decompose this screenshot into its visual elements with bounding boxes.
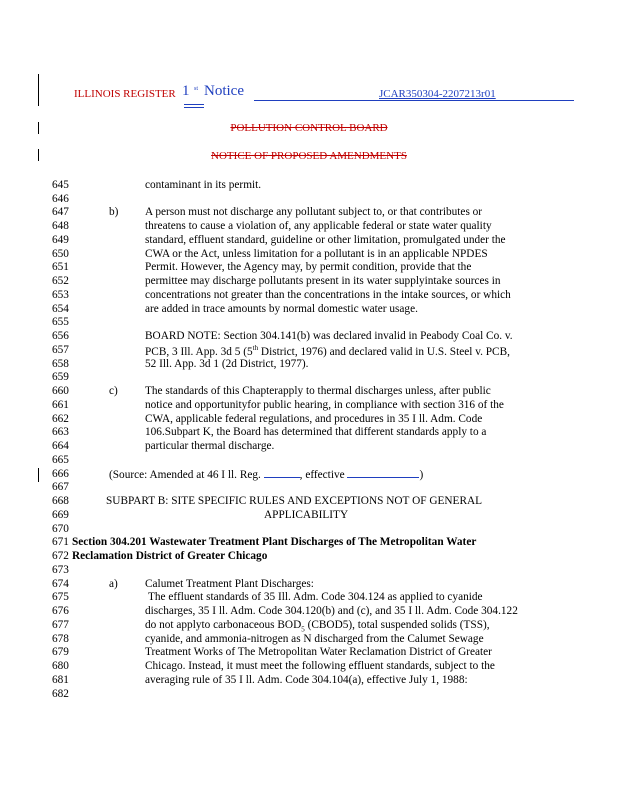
- line-number: 667: [52, 481, 69, 493]
- body-text: averaging rule of 35 I ll. Adm. Code 304.104(a), effective July 1, 1988:: [145, 674, 468, 686]
- line-number: 670: [52, 523, 69, 535]
- line-number: 666: [52, 468, 69, 480]
- line-number: 678: [52, 633, 69, 645]
- subpart-heading: SUBPART B: SITE SPECIFIC RULES AND EXCEPTIONS NOT OF GENERAL: [106, 495, 483, 507]
- section-heading: Reclamation District of Greater Chicago: [72, 550, 268, 562]
- body-text: standard, effluent standard, guideline or other limitation, promulgated under the: [145, 234, 506, 246]
- board-note-part: District, 1976) and declared valid in U.S. Steel v. PCB,: [258, 345, 510, 358]
- body-text: particular thermal discharge.: [145, 440, 275, 452]
- subsection-label: b): [109, 206, 119, 218]
- body-text: CWA or the Act, unless limitation for a pollutant is in an applicable NPDES: [145, 248, 488, 260]
- line-number: 663: [52, 426, 69, 438]
- line-number: 676: [52, 605, 69, 617]
- double-underline: [184, 107, 204, 108]
- board-note: 52 Ill. App. 3d 1 (2d District, 1977).: [145, 358, 309, 370]
- subscript: 5: [301, 625, 305, 634]
- source-note-part: , effective: [299, 469, 348, 481]
- section-heading: Section 304.201 Wastewater Treatment Plant Discharges of The Metropolitan Water: [72, 536, 477, 548]
- line-number: 656: [52, 330, 69, 342]
- register-header: [72, 84, 542, 108]
- notice-label: Notice: [204, 83, 244, 99]
- body-text-part: (CBOD5), total suspended solids (TSS),: [304, 619, 490, 631]
- body-text: The effluent standards of 35 Ill. Adm. Code 304.124 as applied to cyanide: [148, 591, 483, 603]
- line-number: 662: [52, 413, 69, 425]
- body-text: concentrations not greater than the concentrations in the intake sources, or which: [145, 289, 511, 301]
- line-number: 649: [52, 234, 69, 246]
- line-number: 658: [52, 358, 69, 370]
- line-number: 654: [52, 303, 69, 315]
- change-bar: [38, 468, 39, 482]
- line-number: 657: [52, 344, 69, 356]
- subpart-heading: APPLICABILITY: [264, 509, 349, 521]
- line-number: 650: [52, 248, 69, 260]
- board-note: [145, 344, 510, 358]
- body-text: Treatment Works of The Metropolitan Water Reclamation District of Greater: [145, 646, 492, 658]
- body-text: A person must not discharge any pollutant subject to, or that contributes or: [145, 206, 483, 218]
- line-number: 672: [52, 550, 69, 562]
- body-text: contaminant in its permit.: [145, 179, 262, 191]
- jcar-code: JCAR350304-2207213r01: [379, 88, 496, 100]
- source-note-part: ): [419, 469, 424, 481]
- line-number: 648: [52, 220, 69, 232]
- notice-title: NOTICE OF PROPOSED AMENDMENTS: [211, 150, 407, 162]
- reg-blank: [264, 468, 300, 478]
- date-blank: [347, 468, 419, 478]
- line-number: 645: [52, 179, 69, 191]
- line-number: 675: [52, 591, 69, 603]
- body-text: [145, 619, 490, 633]
- footnote-number: 1: [182, 83, 190, 99]
- line-number: 652: [52, 275, 69, 287]
- body-text: Calumet Treatment Plant Discharges:: [145, 578, 314, 590]
- line-number: 673: [52, 564, 69, 576]
- line-number: 682: [52, 688, 69, 700]
- line-number: 668: [52, 495, 69, 507]
- body-text: 106.Subpart K, the Board has determined that different standards apply to a: [145, 426, 487, 438]
- line-number: 647: [52, 206, 69, 218]
- line-number: 665: [52, 454, 69, 466]
- body-text: permittee may discharge pollutants present in its water supplyintake sources in: [145, 275, 501, 287]
- change-bar: [38, 74, 39, 106]
- body-text: The standards of this Chapterapply to thermal discharges unless, after public: [145, 385, 491, 397]
- line-number: 679: [52, 646, 69, 658]
- line-number: 655: [52, 316, 69, 328]
- line-number: 669: [52, 509, 69, 521]
- header-underline: [254, 100, 574, 101]
- line-number: 651: [52, 261, 69, 273]
- line-number: 677: [52, 619, 69, 631]
- line-number: 664: [52, 440, 69, 452]
- body-text: threatens to cause a violation of, any applicable federal or state water quality: [145, 220, 492, 232]
- line-number: 646: [52, 193, 69, 205]
- line-number: 671: [52, 536, 69, 548]
- body-text: cyanide, and ammonia-nitrogen as N discharged from the Calumet Sewage: [145, 633, 484, 645]
- source-note: [109, 468, 423, 481]
- body-text: Permit. However, the Agency may, by permit condition, provide that the: [145, 261, 472, 273]
- line-number: 653: [52, 289, 69, 301]
- line-number: 660: [52, 385, 69, 397]
- body-text-part: do not applyto carbonaceous BOD: [145, 619, 302, 631]
- source-note-part: (Source: Amended at 46 I ll. Reg.: [109, 469, 264, 481]
- subsection-label: a): [109, 578, 118, 590]
- line-number: 680: [52, 660, 69, 672]
- body-text: Chicago. Instead, it must meet the following effluent standards, subject to the: [145, 660, 495, 672]
- body-text: are added in trace amounts by normal domestic water usage.: [145, 303, 418, 315]
- body-text: notice and opportunityfor public hearing, in compliance with section 316 of the: [145, 399, 504, 411]
- ordinal-suffix: th: [252, 344, 259, 352]
- body-text: discharges, 35 I ll. Adm. Code 304.120(b) and (c), and 35 I ll. Adm. Code 304.122: [145, 605, 518, 617]
- line-number: 674: [52, 578, 69, 590]
- line-number: 681: [52, 674, 69, 686]
- board-note-part: PCB, 3 Ill. App. 3d 5 (5: [145, 345, 253, 358]
- line-number: 661: [52, 399, 69, 411]
- subsection-label: c): [109, 385, 118, 397]
- line-number: 659: [52, 371, 69, 383]
- body-text: CWA, applicable federal regulations, and procedures in 35 I ll. Adm. Code: [145, 413, 483, 425]
- board-title: POLLUTION CONTROL BOARD: [230, 122, 388, 134]
- double-underline: [184, 104, 204, 105]
- board-note: BOARD NOTE: Section 304.141(b) was declared invalid in Peabody Coal Co. v.: [145, 330, 513, 342]
- register-title: ILLINOIS REGISTER: [74, 88, 176, 100]
- footnote-suffix: st: [194, 86, 199, 92]
